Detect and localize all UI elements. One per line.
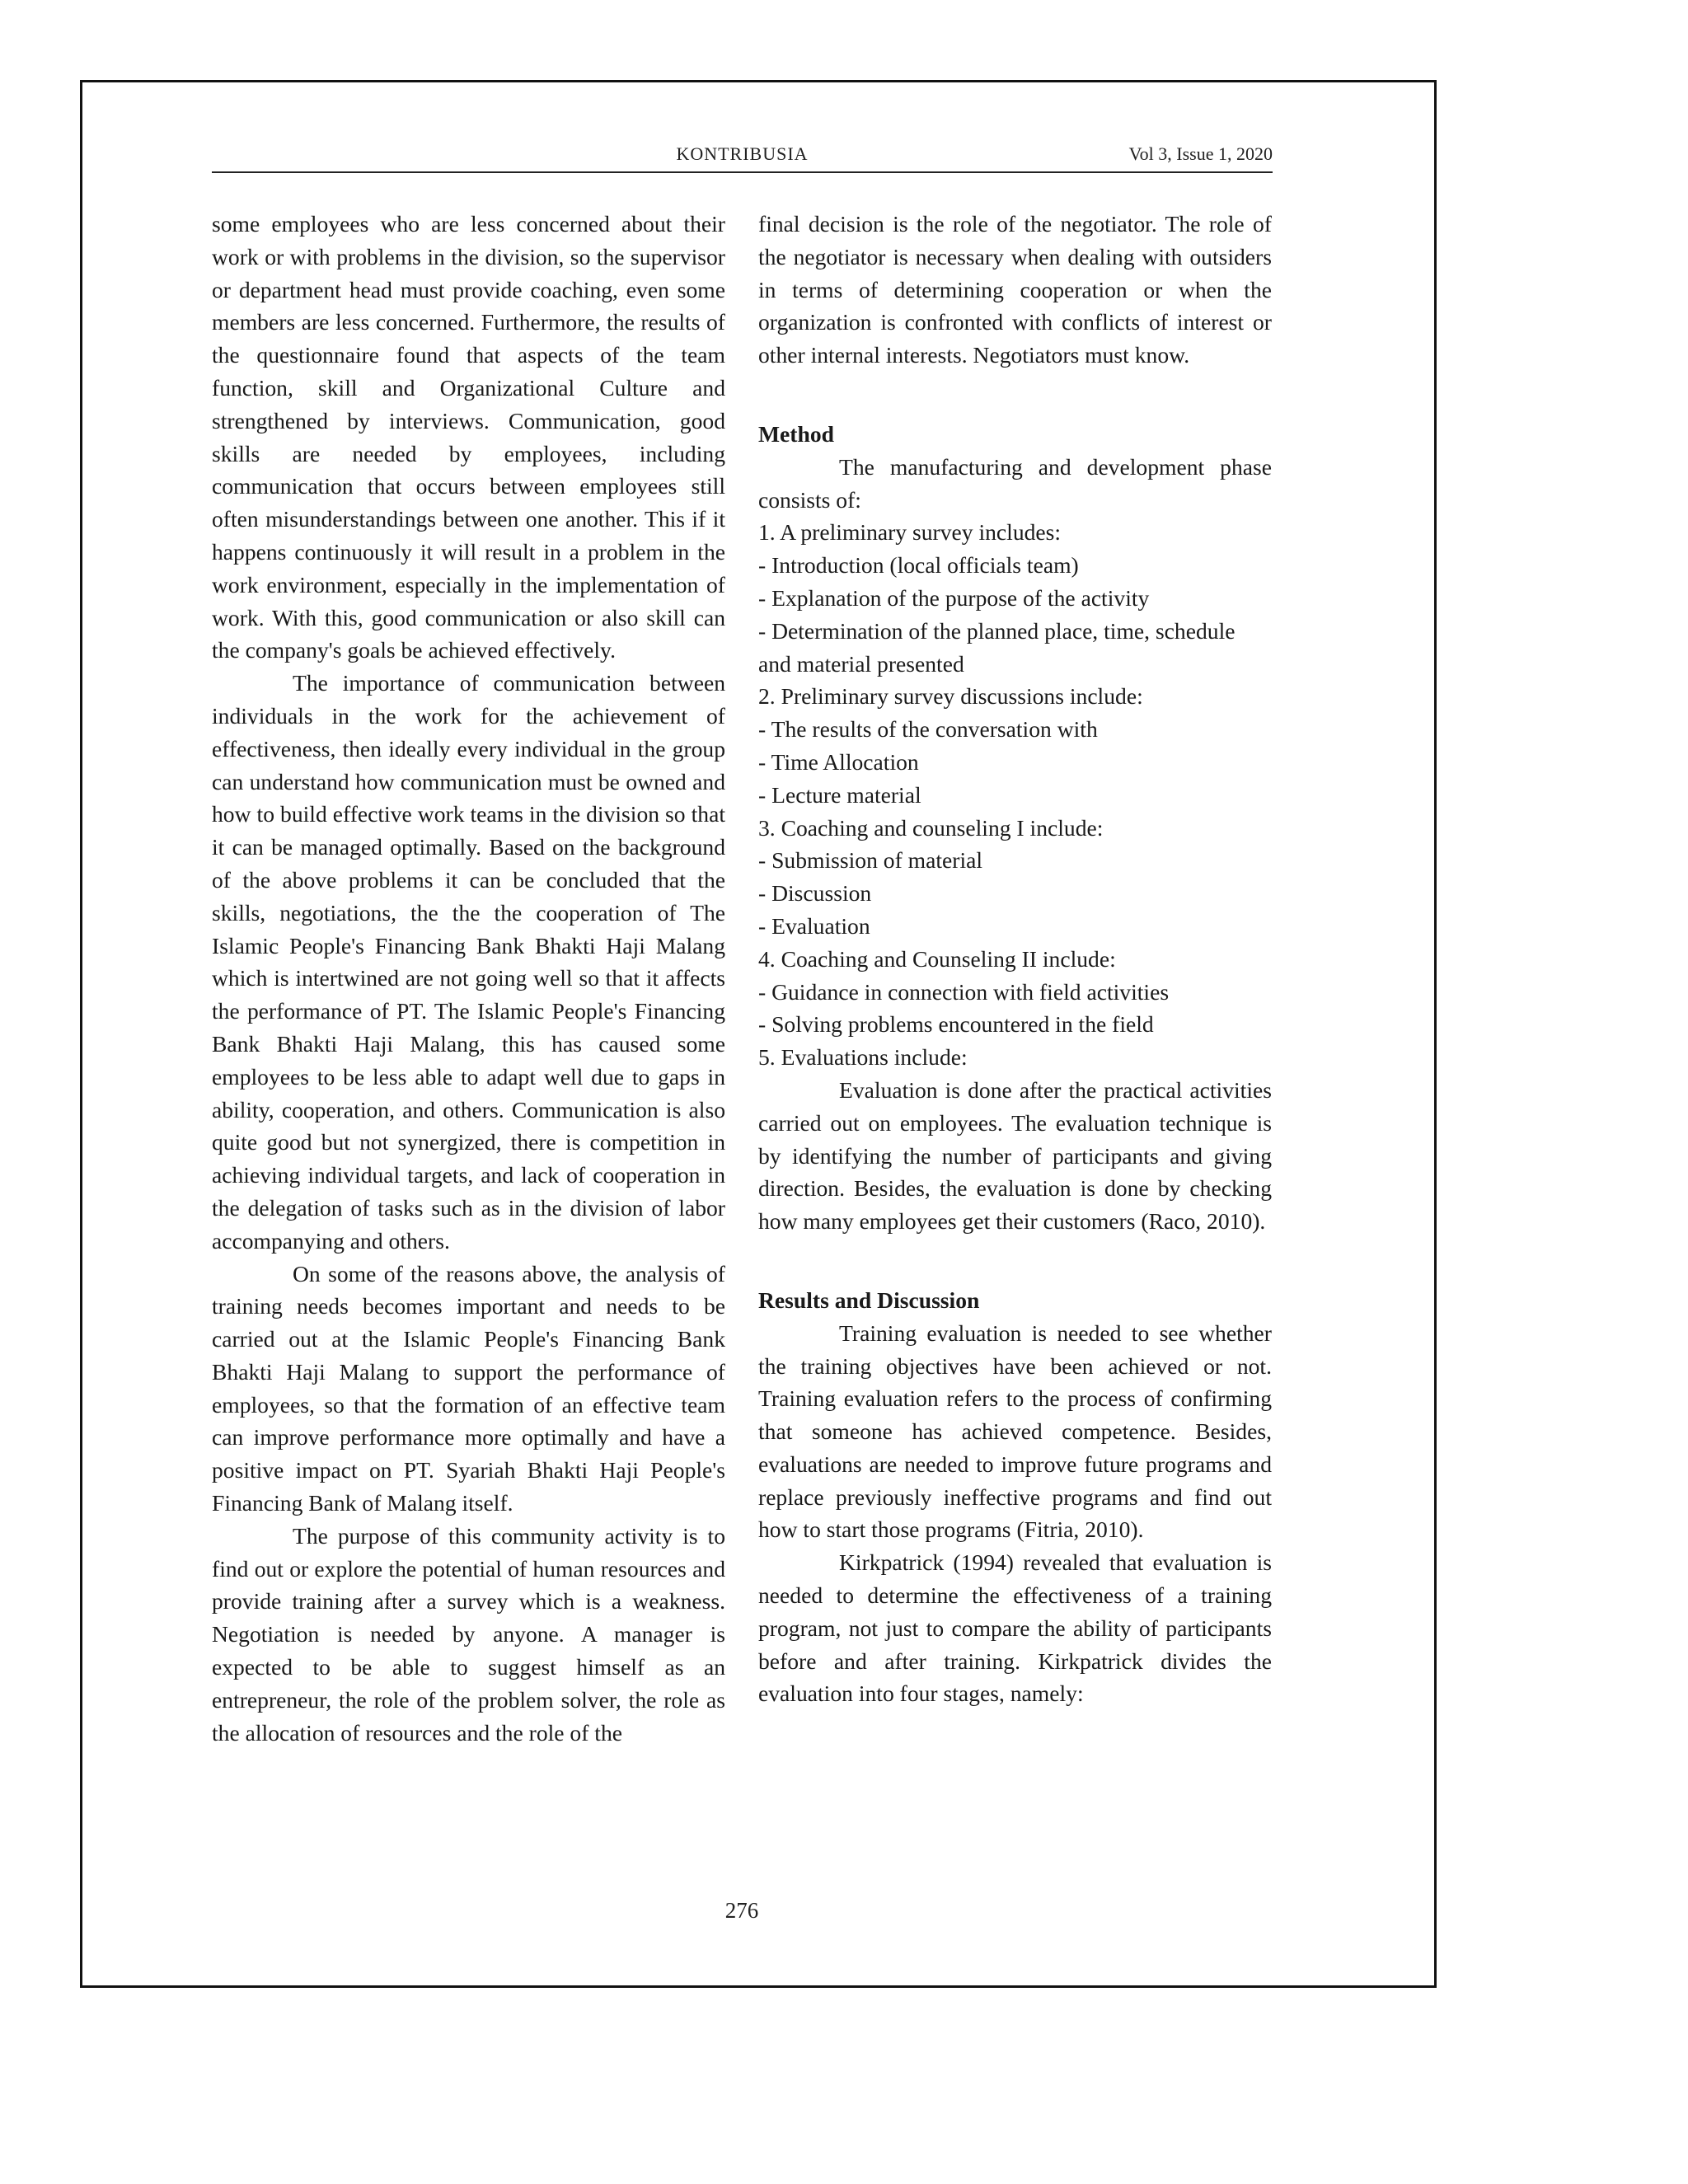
method-list-item: 4. Coaching and Counseling II include: (758, 945, 1116, 972)
method-list-item: - Explanation of the purpose of the activity (758, 584, 1150, 611)
paragraph: some employees who are less concerned about their work or with problems in the division, so the supervisor or department head must provide coaching, even some members are less concerned. Furthermore, the results of the questionnaire found that aspects of the team function, skill and Organizational Culture and strengthened by interviews. Communication, good skills are needed by employees, including communication that occurs between employees still often misunderstandings between one another. This if it happens continuously it will result in a problem in the work environment, especially in the implementation of work. With this, good communication or also skill can the company's goals be achieved effectively. (212, 211, 725, 663)
method-list-item: - Submission of material (758, 847, 983, 874)
method-list-item: - The results of the conversation with (758, 716, 1098, 743)
method-list (758, 516, 1272, 1074)
method-list-item: - Guidance in connection with field activities (758, 978, 1170, 1005)
method-list-item: - Introduction (local officials team) (758, 552, 1079, 579)
method-list-item: 5. Evaluations include: (758, 1044, 968, 1071)
method-list-item: - Discussion (758, 880, 872, 907)
journal-name: KONTRIBUSIA (676, 143, 809, 164)
paragraph: Kirkpatrick (1994) revealed that evaluation is needed to determine the effectiveness of a training program, not just to compare the ability of participants before and after training. Kirkpatrick divides the evaluation into four stages, namely: (758, 1549, 1272, 1707)
paragraph: Training evaluation is needed to see whether the training objectives have been achieved or not. Training evaluation refers to the process of confirming that someone has achieved competence. Besides, evaluations are needed to improve future programs and replace previously ineffective programs and find out how to start those programs (Fitria, 2010). (758, 1319, 1272, 1543)
paragraph: On some of the reasons above, the analysis of training needs becomes important and needs to be carried out at the Islamic People's Financing Bank Bhakti Haji Malang to support the performance of employees, so that the formation of an effective team can improve performance more optimally and have a positive impact on PT. Syariah Bhakti Haji People's Financing Bank of Malang itself. (212, 1260, 725, 1516)
method-list-item: - Solving problems encountered in the field (758, 1011, 1154, 1038)
paragraph: Evaluation is done after the practical activities carried out on employees. The evaluation technique is by identifying the number of participants and giving direction. Besides, the evaluation is done by checking how many employees get their customers (Raco, 2010). (758, 1076, 1272, 1235)
page-number: 276 (724, 1898, 759, 1923)
right-column (758, 208, 1272, 1710)
method-list-item: - Determination of the planned place, time, schedule and material presented (758, 617, 1236, 677)
method-list-item: 1. A preliminary survey includes: (758, 519, 1062, 546)
method-list-item: - Evaluation (758, 912, 870, 939)
paragraph: The purpose of this community activity is to find out or explore the potential of human resources and provide training after a survey which is a weakness. Negotiation is needed by anyone. A manager is expected to be able to suggest himself as an entrepreneur, the role of the problem solver, the role as the allocation of resources and the role of the (212, 1522, 725, 1746)
paragraph: The importance of communication between individuals in the work for the achievement of effectiveness, then ideally every individual in the group can understand how communication must be owned and how to build effective work teams in the division so that it can be managed optimally. Based on the background of the above problems it can be concluded that the skills, negotiations, the the the cooperation of The Islamic People's Financing Bank Bhakti Haji Malang which is intertwined are not going well so that it affects the performance of PT. The Islamic People's Financing Bank Bhakti Haji Malang, this has caused some employees to be less able to adapt well due to gaps in ability, cooperation, and others. Communication is also quite good but not synergized, there is competition in achieving individual targets, and lack of cooperation in the delegation of tasks such as in the division of labor accompanying and others. (212, 670, 725, 1254)
running-header (212, 142, 1273, 173)
left-column (212, 208, 725, 1749)
method-list-item: 2. Preliminary survey discussions include: (758, 683, 1143, 710)
method-list-item: - Time Allocation (758, 748, 919, 775)
volume-issue: Vol 3, Issue 1, 2020 (1128, 143, 1273, 164)
method-list-item: - Lecture material (758, 781, 921, 808)
paragraph: The manufacturing and development phase consists of: (758, 453, 1272, 513)
method-list-item: 3. Coaching and counseling I include: (758, 814, 1104, 841)
paragraph: final decision is the role of the negotiator. The role of the negotiator is necessary when dealing with outsiders in terms of determining cooperation or when the organization is confronted with conflicts of interest or other internal interests. Negotiators must know. (758, 211, 1272, 368)
section-heading-method: Method (758, 420, 834, 447)
section-heading-results: Results and Discussion (758, 1286, 980, 1313)
